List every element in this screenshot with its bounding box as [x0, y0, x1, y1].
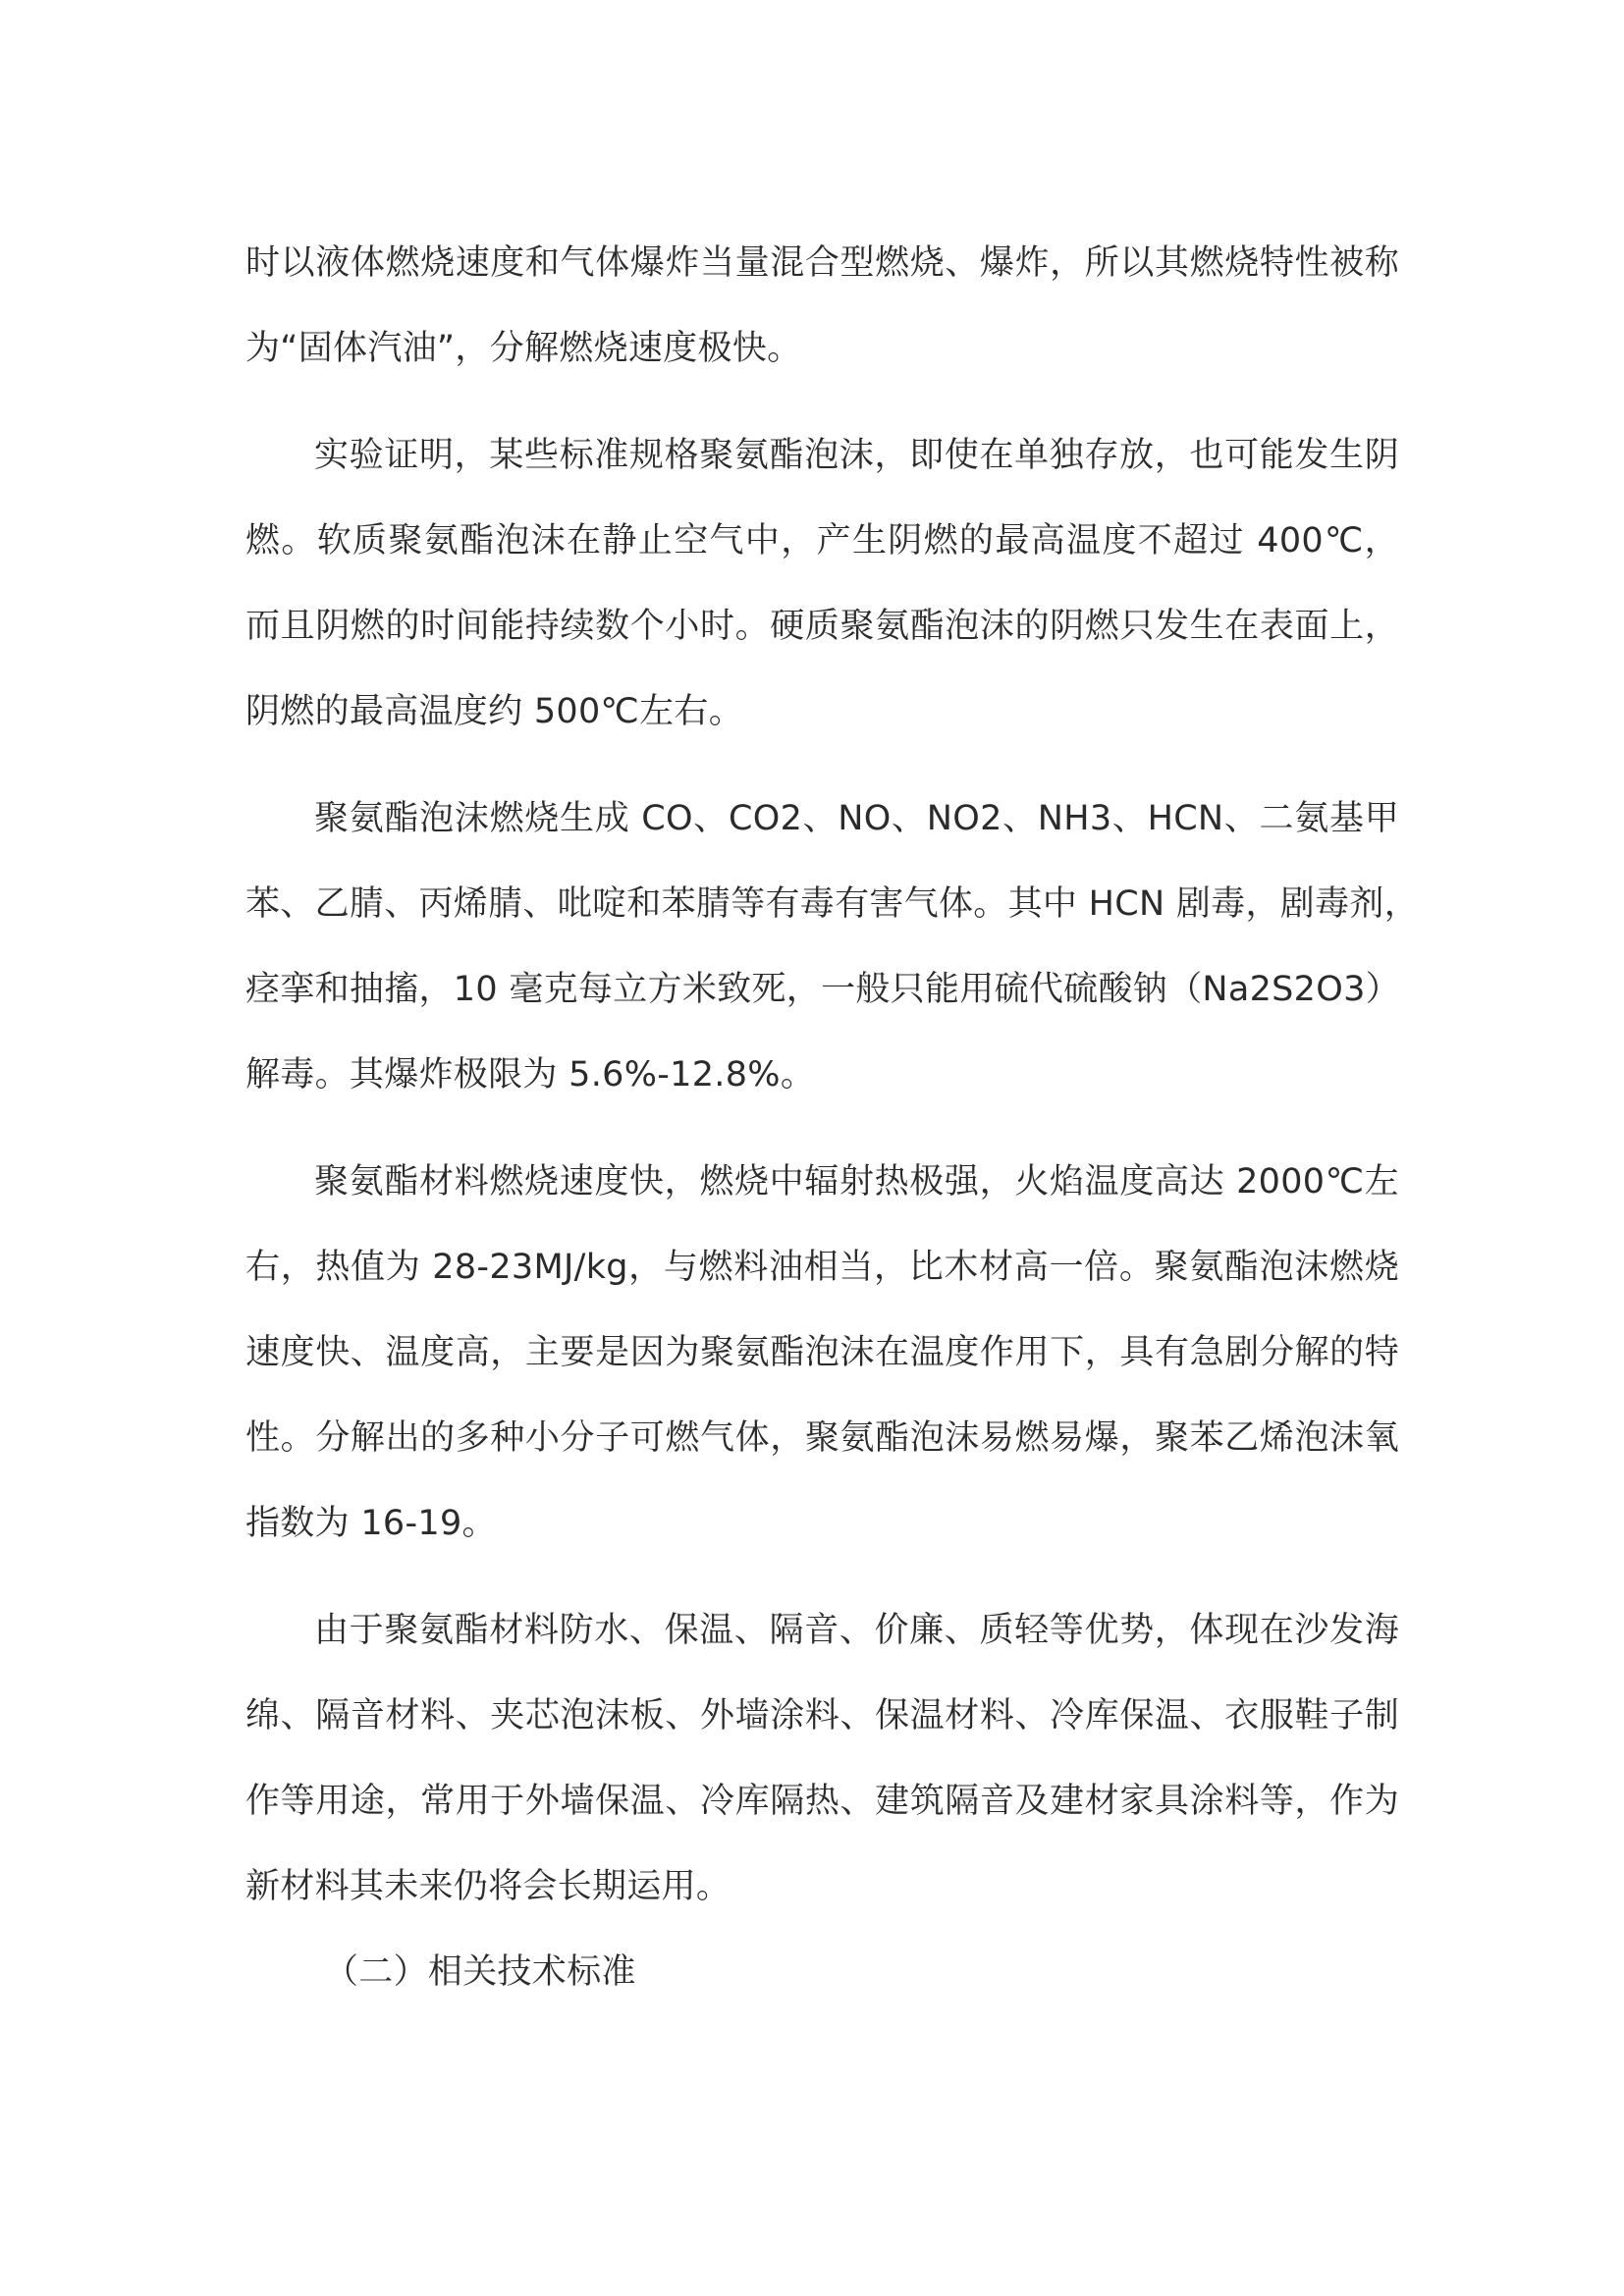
text-line: 性。分解出的多种小分子可燃气体，聚氨酯泡沫易燃易爆，聚苯乙烯泡沫氧	[245, 1418, 1399, 1458]
text-line: 速度快、温度高，主要是因为聚氨酯泡沫在温度作用下，具有急剧分解的特	[245, 1333, 1399, 1372]
text-line: 而且阴燃的时间能持续数个小时。硬质聚氨酯泡沫的阴燃只发生在表面上，	[245, 607, 1399, 646]
text-line: 实验证明，某些标准规格聚氨酯泡沫，即使在单独存放，也可能发生阴	[314, 436, 1399, 475]
paragraph-2	[245, 413, 1399, 755]
text-line: 聚氨酯泡沫燃烧生成 CO、CO2、NO、NO2、NH3、HCN、二氨基甲	[314, 799, 1399, 838]
paragraph-4	[245, 1140, 1399, 1567]
paragraph-1	[245, 221, 1399, 392]
text-line: 时以液体燃烧速度和气体爆炸当量混合型燃烧、爆炸，所以其燃烧特性被称	[245, 243, 1399, 283]
paragraph-3	[245, 776, 1419, 1118]
document-body	[245, 221, 1419, 2015]
text-line: 指数为 16-19。	[245, 1504, 497, 1543]
section-heading: （二）相关技术标准	[324, 1952, 636, 1992]
text-line: 苯、乙腈、丙烯腈、吡啶和苯腈等有毒有害气体。其中 HCN 剧毒，剧毒剂，	[245, 884, 1419, 924]
text-line: 痉挛和抽搐，10 毫克每立方米致死，一般只能用硫代硫酸钠（Na2S2O3）	[245, 970, 1400, 1009]
text-line: 绵、隔音材料、夹芯泡沫板、外墙涂料、保温材料、冷库保温、衣服鞋子制	[245, 1696, 1399, 1735]
text-line: 聚氨酯材料燃烧速度快，燃烧中辐射热极强，火焰温度高达 2000℃左	[314, 1162, 1399, 1201]
text-line: 阴燃的最高温度约 500℃左右。	[245, 692, 744, 731]
paragraph-5	[245, 1588, 1399, 1930]
text-line: 右，热值为 28-23MJ/kg，与燃料油相当，比木材高一倍。聚氨酯泡沫燃烧	[245, 1248, 1399, 1287]
text-line: 解毒。其爆炸极限为 5.6%-12.8%。	[245, 1055, 816, 1095]
text-line: 作等用途，常用于外墙保温、冷库隔热、建筑隔音及建材家具涂料等，作为	[245, 1782, 1399, 1821]
text-line: 由于聚氨酯材料防水、保温、隔音、价廉、质轻等优势，体现在沙发海	[314, 1611, 1399, 1650]
text-line: 新材料其未来仍将会长期运用。	[245, 1867, 731, 1906]
text-line: 为“固体汽油”，分解燃烧速度极快。	[245, 329, 802, 368]
text-line: 燃。软质聚氨酯泡沫在静止空气中，产生阴燃的最高温度不超过 400℃，	[245, 521, 1399, 561]
